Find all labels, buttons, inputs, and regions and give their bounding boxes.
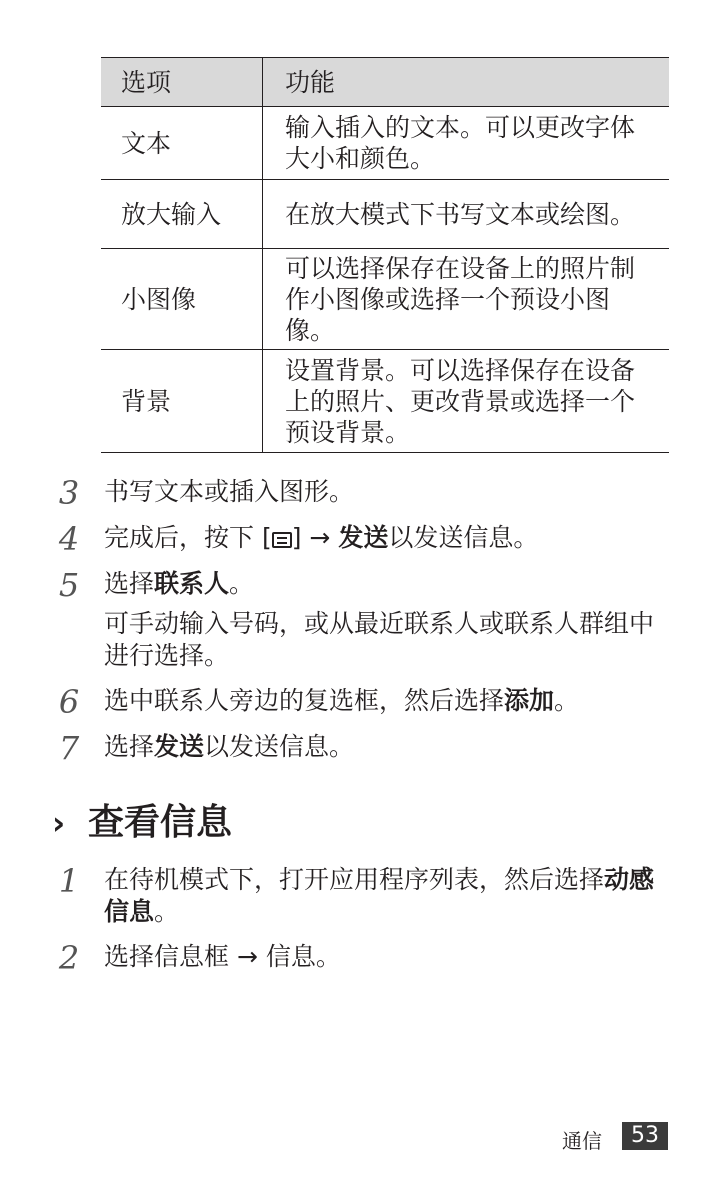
contacts-label: 联系人 xyxy=(154,569,230,598)
send-label: 发送 xyxy=(154,732,205,761)
table-row xyxy=(101,249,669,350)
step-text xyxy=(104,568,669,600)
step-text-mid: ] → xyxy=(291,523,339,552)
table-row xyxy=(101,350,669,453)
step-number: 5 xyxy=(58,566,80,604)
option-cell: 放大输入 xyxy=(101,180,263,249)
step-text-post: 。 xyxy=(229,569,255,598)
function-cell: 可以选择保存在设备上的照片制作小图像或选择一个预设小图像。 xyxy=(263,249,670,350)
function-cell: 在放大模式下书写文本或绘图。 xyxy=(263,180,670,249)
step-number: 6 xyxy=(58,683,80,721)
step-text xyxy=(104,685,669,717)
step-text-pre: 在待机模式下，打开应用程序列表，然后选择 xyxy=(104,865,605,894)
step-text-pre: 选择 xyxy=(104,569,155,598)
function-cell: 设置背景。可以选择保存在设备上的照片、更改背景或选择一个预设背景。 xyxy=(263,350,670,453)
step-subtext: 可手动输入号码，或从最近联系人或联系人群组中进行选择。 xyxy=(104,609,655,670)
add-label: 添加 xyxy=(504,686,555,715)
send-label: 发送 xyxy=(338,523,389,552)
step-text-post: 。 xyxy=(554,686,580,715)
chevron-right-icon: › xyxy=(52,804,66,842)
dynamic-message-label: 动感信息 xyxy=(104,865,655,926)
table-row xyxy=(101,180,669,249)
step-text-pre: 选中联系人旁边的复选框，然后选择 xyxy=(104,686,505,715)
table-header-row xyxy=(101,58,669,107)
menu-key-icon xyxy=(272,532,292,548)
step-text xyxy=(104,864,669,928)
step-text xyxy=(104,522,669,554)
step-text-post: 。 xyxy=(154,897,180,926)
section-title: 查看信息 xyxy=(88,802,233,843)
step-number: 1 xyxy=(58,862,80,900)
step-text-pre: 选择 xyxy=(104,732,155,761)
step-number: 7 xyxy=(58,729,80,767)
step-text-post: 以发送信息。 xyxy=(204,732,355,761)
options-table xyxy=(101,57,669,453)
step-number: 4 xyxy=(58,520,80,558)
option-cell: 小图像 xyxy=(101,249,263,350)
step-text-post: 以发送信息。 xyxy=(388,523,539,552)
header-option: 选项 xyxy=(101,58,263,107)
step-text: 书写文本或插入图形。 xyxy=(104,477,355,506)
option-cell: 背景 xyxy=(101,350,263,453)
option-cell: 文本 xyxy=(101,107,263,180)
step-number: 2 xyxy=(58,939,80,977)
step-text xyxy=(104,731,669,763)
page-number: 53 xyxy=(622,1122,668,1150)
step-text-pre: 完成后，按下 [ xyxy=(104,523,272,552)
step-text: 选择信息框 → 信息。 xyxy=(104,942,341,971)
header-function: 功能 xyxy=(263,58,670,107)
table-row xyxy=(101,107,669,180)
function-cell: 输入插入的文本。可以更改字体大小和颜色。 xyxy=(263,107,670,180)
step-number: 3 xyxy=(58,474,80,512)
section-heading xyxy=(52,800,232,846)
footer-section-label: 通信 xyxy=(562,1129,602,1153)
